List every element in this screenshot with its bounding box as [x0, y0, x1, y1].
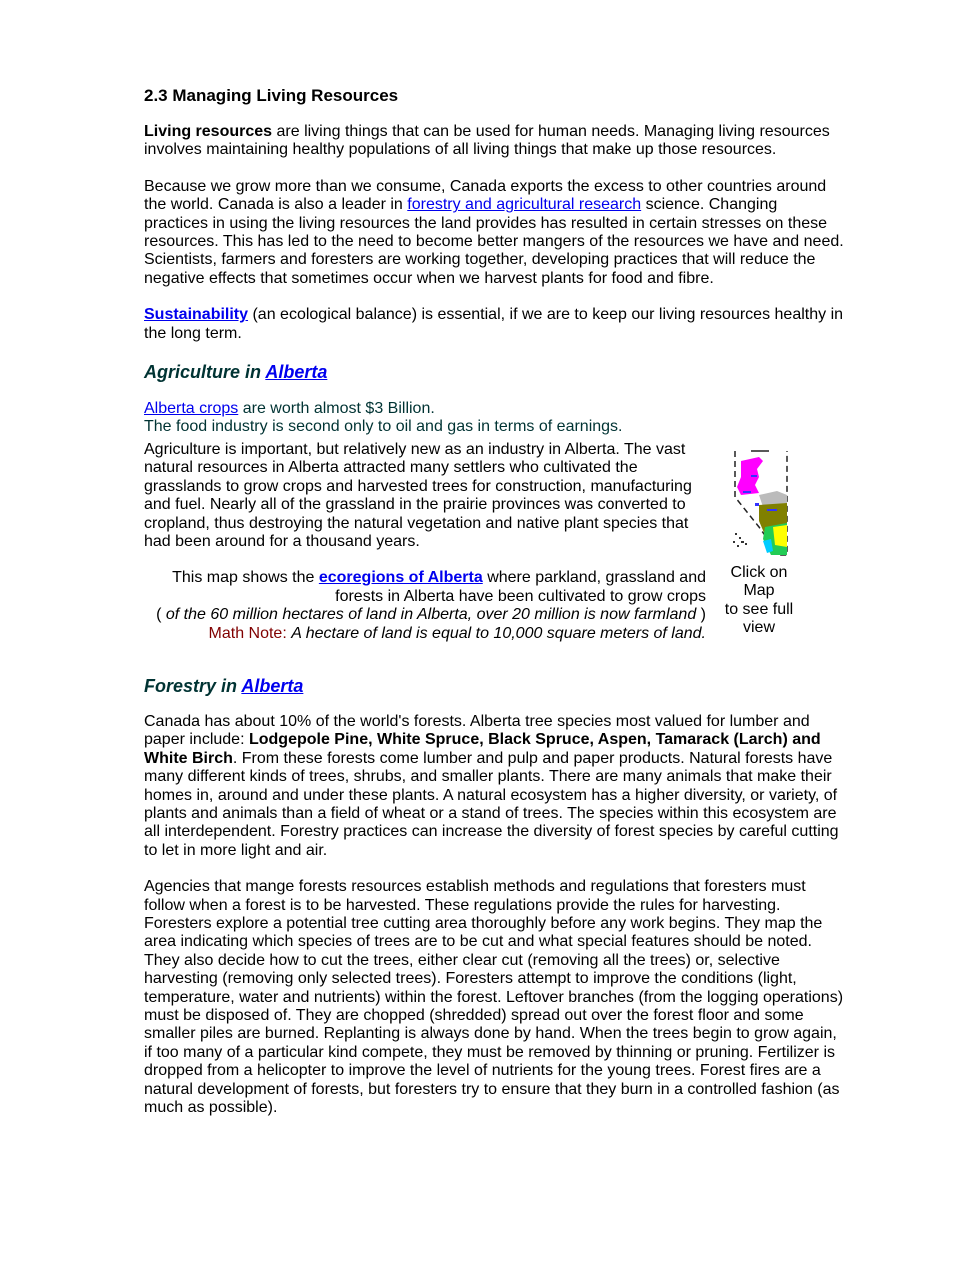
agriculture-heading: [144, 361, 844, 383]
intro-text: are living things that can be used for human needs. Managing living resources involves maintaining healthy populations of all living things that make up those resources.: [144, 123, 830, 159]
living-resources-term: Living resources: [144, 123, 273, 140]
math-note: [144, 625, 706, 643]
forestry-p1-text-2: . From these forests come lumber and pulp and paper products. Natural forests have many different kinds of trees, shrubs, and smaller plants. There are many animals that make their homes in, around and under these plants. A natural ecosystem has a higher diversity, or variety, of plants and animals than a field of wheat or a stand of trees. The species within this ecosystem are all interdependent. Forestry practices can increase the diversity of forest species by careful cutting to let in more light and air.: [144, 749, 839, 859]
farmland-open-paren: (: [156, 606, 166, 624]
forestry-research-link[interactable]: forestry and agricultural research: [407, 196, 642, 214]
agriculture-heading-text: Agriculture in: [144, 362, 266, 383]
map-thumbnail-container[interactable]: [721, 441, 797, 638]
page-title: 2.3 Managing Living Resources: [144, 86, 399, 105]
tree-species-list: Lodgepole Pine, White Spruce, Black Spruce, Aspen, Tamarack (Larch) and White Birch: [144, 731, 821, 767]
document-page: [144, 86, 844, 1135]
export-text-2: science. Changing practices in using the living resources the land provides has resulted in certain stresses on these resources. This has led to the need to become better mangers of the resources we have and need. Scientists, farmers and foresters are working together, developing practices that will reduce the negative effects that sometimes occur when we harvest plants for food and fibre.: [144, 196, 844, 287]
food-industry-line: The food industry is second only to oil and gas in terms of earnings.: [144, 418, 623, 436]
map-note: [144, 569, 706, 643]
forestry-alberta-link[interactable]: Alberta: [241, 675, 304, 696]
farmland-note: [144, 606, 706, 624]
crops-value-text: are worth almost $3 Billion.: [238, 400, 435, 418]
export-text-1: Because we grow more than we consume, Canada exports the excess to other countries around the world. Canada is also a leader in: [144, 177, 827, 214]
alberta-crops-link[interactable]: Alberta crops: [144, 400, 239, 418]
map-caption-line-2: Map: [743, 582, 775, 600]
sustainability-link[interactable]: Sustainability: [144, 306, 249, 324]
math-note-text: A hectare of land is equal to 10,000 square meters of land.: [291, 624, 706, 642]
map-caption-line-4: view: [742, 619, 775, 637]
map-caption: [721, 564, 797, 638]
agriculture-body: Agriculture is important, but relatively new as an industry in Alberta. The vast natural resources in Alberta attracted many settlers who cultivated the grasslands to grow crops and harvested trees for construction, manufacturing and fuel. Nearly all of the grassland in the prairie provinces was converted to cropland, thus destroying the natural vegetation and native plant species that had been around for a thousand years.: [144, 440, 692, 550]
ecoregions-link[interactable]: ecoregions of Alberta: [318, 569, 483, 587]
forestry-paragraph-1: [144, 713, 844, 860]
map-note-text-2: where parkland, grassland and forests in Alberta have been cultivated to grow crops: [335, 569, 706, 605]
map-caption-line-3: to see full: [724, 600, 794, 618]
map-note-line: [144, 569, 706, 606]
forestry-paragraph-2: Agencies that mange forests resources establish methods and regulations that foresters must follow when a forest is to be harvested. These regulations provide the rules for harvesting. Foresters explore a potential tree cutting area thoroughly before any work begins. They map the area indicating which species of trees are to be cut and what special features should be noted. They also decide how to cut the trees, either clear cut (removing all the trees) or, selective harvesting (removing only selected trees). Foresters attempt to improve the conditions (light, temperature, water and nutrients) within the forest. Leftover branches (from the logging operations) must be disposed of. They are chopped (shredded) spread out over the forest floor and some smaller piles are burned. Replanting is always done by hand. When the trees begin to grow again, if too many of a particular kind compete, they must be removed by thinning or pruning. Fertilizer is dropped from a helicopter to improve the level of nutrients for the young trees. Forest fires are a natural development of forests, but foresters try to ensure that they burn in a controlled fashion (as much as possible).: [144, 878, 844, 1116]
forestry-heading-text: Forestry in: [144, 675, 242, 696]
alberta-map-thumbnail[interactable]: [729, 447, 789, 557]
agriculture-alberta-link[interactable]: Alberta: [265, 362, 328, 383]
agriculture-block: [144, 441, 844, 661]
export-paragraph: [144, 178, 844, 288]
intro-paragraph: [144, 123, 844, 160]
sustainability-paragraph: [144, 306, 844, 343]
forestry-p1-text-1: Canada has about 10% of the world's forests. Alberta tree species most valued for lumber and paper include:: [144, 712, 810, 749]
sustainability-text: (an ecological balance) is essential, if we are to keep our living resources healthy in the long term.: [144, 306, 844, 342]
farmland-text: of the 60 million hectares of land in Alberta, over 20 million is now farmland: [165, 606, 697, 624]
math-note-label: Math Note:: [208, 624, 292, 642]
forestry-heading: [144, 675, 844, 697]
crops-line: [144, 400, 844, 418]
map-caption-line-1: Click on: [730, 563, 788, 581]
farmland-close-paren: ): [696, 606, 706, 624]
map-note-text-1: This map shows the: [172, 569, 319, 587]
